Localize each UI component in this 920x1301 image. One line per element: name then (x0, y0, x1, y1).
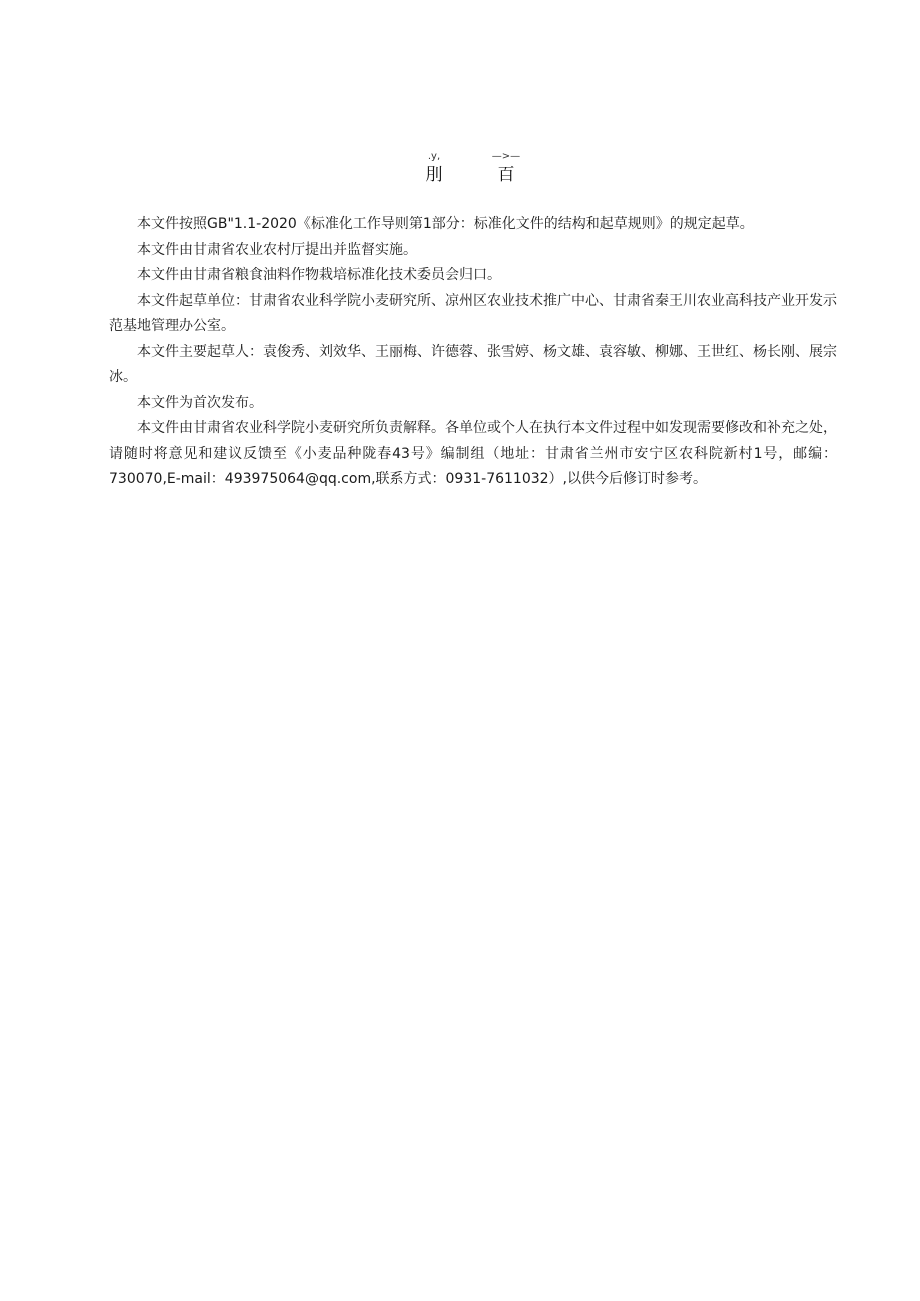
foreword-heading (0, 150, 920, 194)
heading-char-left: 刖 (425, 165, 443, 185)
paragraph-drafters: 本文件主要起草人：袁俊秀、刘效华、王丽梅、许德蓉、张雪婷、杨文雄、袁容敏、柳娜、王世红、杨长刚、展宗冰。 (109, 343, 837, 385)
heading-char-right: 百 (497, 165, 515, 185)
paragraph-centralized-unit: 本文件由甘肃省粮食油料作物栽培标准化技术委员会归口。 (137, 267, 501, 283)
paragraph-proposer: 本文件由甘肃省农业农村厅提出并监督实施。 (137, 241, 417, 258)
foreword-body (109, 212, 837, 493)
paragraph-drafting-units: 本文件起草单位：甘肃省农业科学院小麦研究所、凉州区农业技术推广中心、甘肃省秦王川农业高科技产业开发示范基地管理办公室。 (109, 292, 837, 334)
paragraph-interpretation: 本文件由甘肃省农业科学院小麦研究所负责解释。各单位或个人在执行本文件过程中如发现需要修改和补充之处，请随时将意见和建议反馈至《小麦品种陇春43号》编制组（地址：甘肃省兰州市安宁区农科院新村1号，邮编：730070,E-mail：493975064@qq.com,联系方式：0931-7611032）,以供今后修订时参考。 (109, 420, 837, 487)
paragraph-first-release: 本文件为首次发布。 (137, 394, 263, 411)
foreword-heading-right (484, 150, 528, 186)
heading-artifact-right: —>— (491, 151, 521, 162)
foreword-heading-left (412, 150, 456, 186)
paragraph-drafting-basis: 本文件按照GB"1.1-2020《标准化工作导则第1部分：标准化文件的结构和起草规则》的规定起草。 (137, 216, 754, 232)
heading-artifact-left: .y, (427, 151, 441, 162)
